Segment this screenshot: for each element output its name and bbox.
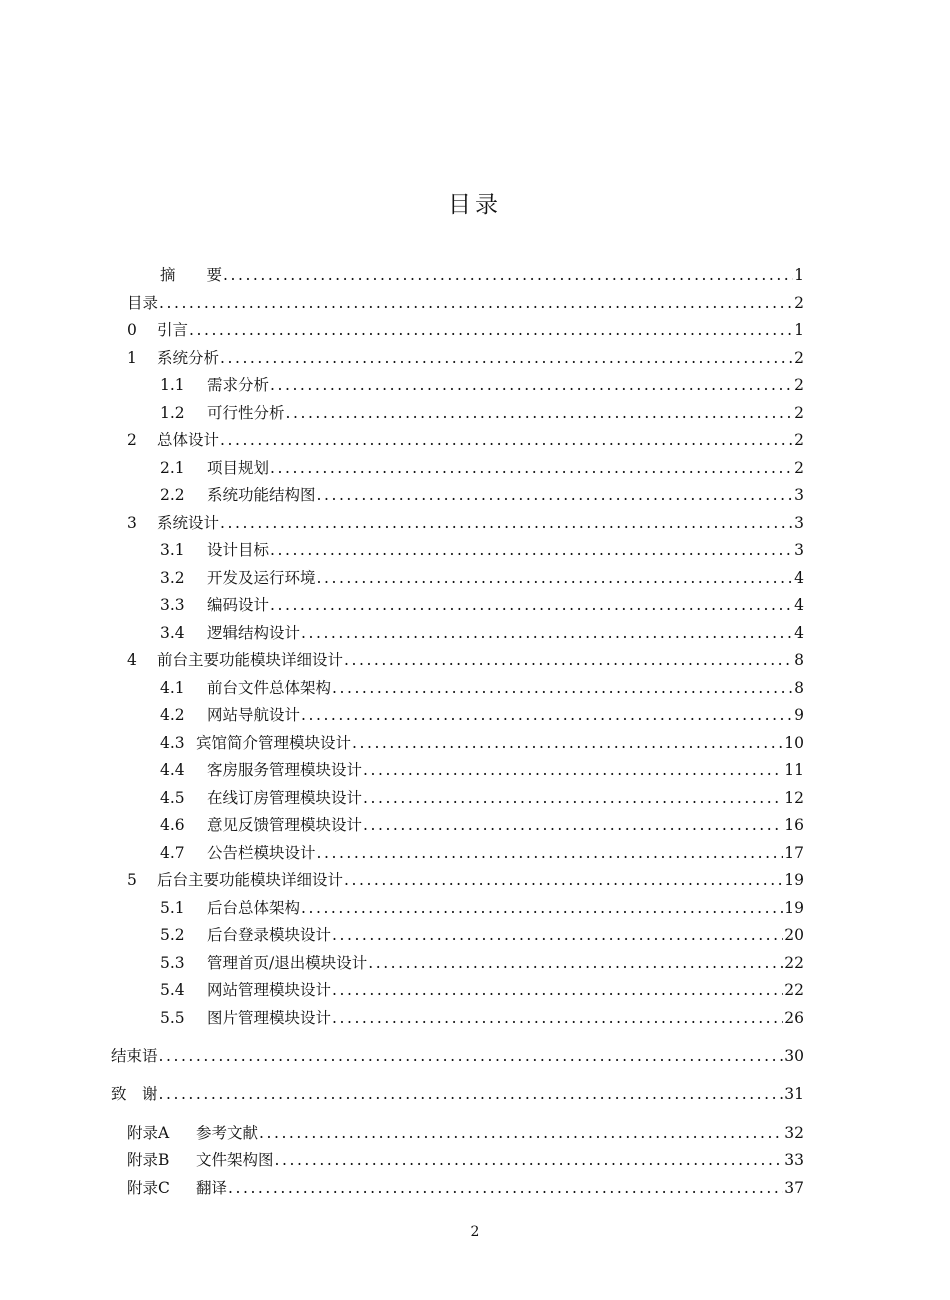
toc-entry-3-1 — [160, 539, 804, 561]
toc-entry-page: 33 — [784, 1151, 804, 1169]
toc-entry-number: 3.1 — [160, 541, 185, 559]
toc-entry-appendix-c — [127, 1177, 804, 1199]
toc-entry-appendix-b — [127, 1149, 804, 1171]
toc-entry-3 — [127, 512, 804, 534]
toc-entry-number: 附录B — [127, 1151, 170, 1169]
toc-entry-page: 17 — [784, 844, 804, 862]
toc-entry-number: 3.4 — [160, 624, 185, 642]
toc-entry-label: 摘 要 — [160, 266, 223, 284]
toc-entry-label: 开发及运行环境 — [207, 569, 316, 587]
toc-entry-abstract — [160, 264, 804, 286]
toc-entry-number: 3 — [127, 514, 137, 532]
toc-entry-label: 逻辑结构设计 — [207, 624, 301, 642]
toc-entry-label: 后台总体架构 — [207, 899, 301, 917]
toc-entry-label: 参考文献 — [196, 1124, 259, 1142]
toc-entry-number: 1.2 — [160, 404, 185, 422]
toc-entry-4 — [127, 649, 804, 671]
toc-entry-contents — [127, 292, 804, 314]
toc-entry-page: 16 — [784, 816, 804, 834]
toc-entry-page: 1 — [794, 266, 804, 284]
toc-entry-page: 20 — [784, 926, 804, 944]
toc-entry-number: 2.1 — [160, 459, 185, 477]
toc-entry-number: 4.6 — [160, 816, 185, 834]
toc-entry-label: 前台文件总体架构 — [207, 679, 332, 697]
toc-entry-page: 37 — [784, 1179, 804, 1197]
toc-entry-number: 4.1 — [160, 679, 185, 697]
toc-entry-page: 10 — [784, 734, 804, 752]
toc-entry-page: 11 — [784, 761, 804, 779]
toc-entry-page: 8 — [794, 651, 804, 669]
toc-entry-page: 30 — [784, 1047, 804, 1065]
toc-entry-intro — [127, 319, 804, 341]
toc-entry-number: 4.2 — [160, 706, 185, 724]
toc-entry-number: 附录C — [127, 1179, 170, 1197]
toc-entry-3-3 — [160, 594, 804, 616]
toc-entry-number: 4.4 — [160, 761, 185, 779]
toc-entry-label: 图片管理模块设计 — [207, 1009, 332, 1027]
toc-entry-label: 可行性分析 — [207, 404, 285, 422]
toc-entry-4-6 — [160, 814, 804, 836]
toc-entry-label: 在线订房管理模块设计 — [207, 789, 363, 807]
toc-entry-number: 3.3 — [160, 596, 185, 614]
toc-entry-label: 翻译 — [196, 1179, 228, 1197]
toc-entry-1-2 — [160, 402, 804, 424]
toc-entry-label: 致 谢 — [111, 1085, 158, 1103]
toc-entry-5-5 — [160, 1007, 804, 1029]
toc-entry-number: 2 — [127, 431, 137, 449]
toc-entry-number: 3.2 — [160, 569, 185, 587]
toc-entry-page: 32 — [784, 1124, 804, 1142]
toc-entry-number: 附录A — [127, 1124, 170, 1142]
toc-entry-5-1 — [160, 897, 804, 919]
toc-entry-label: 客房服务管理模块设计 — [207, 761, 363, 779]
toc-entry-page: 4 — [794, 624, 804, 642]
toc-entry-acknowledgement — [111, 1083, 804, 1105]
toc-entry-label: 管理首页/退出模块设计 — [207, 954, 368, 972]
toc-entry-label: 目录 — [127, 294, 159, 312]
toc-entry-label: 意见反馈管理模块设计 — [207, 816, 363, 834]
toc-entry-5-4 — [160, 979, 804, 1001]
toc-entry-page: 31 — [784, 1085, 804, 1103]
toc-entry-number: 4.7 — [160, 844, 185, 862]
toc-entry-label: 文件架构图 — [196, 1151, 274, 1169]
toc-entry-5 — [127, 869, 804, 891]
toc-entry-2-1 — [160, 457, 804, 479]
toc-entry-4-1 — [160, 677, 804, 699]
toc-entry-page: 22 — [784, 954, 804, 972]
toc-entry-label: 网站管理模块设计 — [207, 981, 332, 999]
toc-entry-page: 2 — [794, 404, 804, 422]
toc-entry-label: 后台主要功能模块详细设计 — [157, 871, 344, 889]
toc-entry-label: 前台主要功能模块详细设计 — [157, 651, 344, 669]
toc-entry-page: 2 — [794, 376, 804, 394]
toc-entry-page: 12 — [784, 789, 804, 807]
toc-entry-number: 5.5 — [160, 1009, 185, 1027]
toc-entry-page: 19 — [784, 871, 804, 889]
toc-entry-page: 8 — [794, 679, 804, 697]
toc-entry-page: 1 — [794, 321, 804, 339]
toc-entry-label: 网站导航设计 — [207, 706, 301, 724]
toc-entry-number: 4 — [127, 651, 137, 669]
toc-entry-page: 4 — [794, 596, 804, 614]
toc-entry-page: 4 — [794, 569, 804, 587]
toc-entry-2-2 — [160, 484, 804, 506]
toc-entry-label: 编码设计 — [207, 596, 270, 614]
toc-entry-1-1 — [160, 374, 804, 396]
toc-entry-4-3 — [160, 732, 804, 754]
toc-entry-page: 2 — [794, 349, 804, 367]
toc-entry-page: 22 — [784, 981, 804, 999]
toc-entry-number: 0 — [127, 321, 137, 339]
toc-entry-2 — [127, 429, 804, 451]
toc-entry-page: 3 — [794, 486, 804, 504]
toc-entry-label: 总体设计 — [157, 431, 220, 449]
toc-entry-label: 项目规划 — [207, 459, 270, 477]
toc-entry-label: 系统功能结构图 — [207, 486, 316, 504]
toc-entry-label: 公告栏模块设计 — [207, 844, 316, 862]
toc-entry-page: 19 — [784, 899, 804, 917]
toc-entry-appendix-a — [127, 1122, 804, 1144]
toc-entry-label: 宾馆简介管理模块设计 — [196, 734, 352, 752]
toc-entry-label: 系统分析 — [157, 349, 220, 367]
toc-entry-label: 需求分析 — [207, 376, 270, 394]
toc-entry-4-2 — [160, 704, 804, 726]
toc-entry-number: 4.5 — [160, 789, 185, 807]
toc-entry-3-4 — [160, 622, 804, 644]
toc-entry-label: 设计目标 — [207, 541, 270, 559]
toc-entry-number: 4.3 — [160, 734, 185, 752]
toc-entry-page: 2 — [794, 431, 804, 449]
toc-entry-4-5 — [160, 787, 804, 809]
toc-entry-number: 1 — [127, 349, 137, 367]
toc-entry-label: 后台登录模块设计 — [207, 926, 332, 944]
toc-entry-page: 3 — [794, 541, 804, 559]
toc-entry-5-3 — [160, 952, 804, 974]
toc-entry-number: 1.1 — [160, 376, 185, 394]
toc-entry-3-2 — [160, 567, 804, 589]
toc-entry-number: 2.2 — [160, 486, 185, 504]
toc-entry-page: 3 — [794, 514, 804, 532]
toc-entry-5-2 — [160, 924, 804, 946]
toc-entry-conclusion — [111, 1045, 804, 1067]
toc-entry-number: 5.3 — [160, 954, 185, 972]
toc-entry-4-4 — [160, 759, 804, 781]
toc-entry-label: 引言 — [157, 321, 189, 339]
toc-entry-page: 2 — [794, 294, 804, 312]
toc-entry-label: 结束语 — [111, 1047, 158, 1065]
toc-entry-label: 系统设计 — [157, 514, 220, 532]
toc-entry-page: 9 — [794, 706, 804, 724]
toc-entry-number: 5.1 — [160, 899, 185, 917]
page-number: 2 — [470, 1224, 480, 1240]
toc-entry-page: 2 — [794, 459, 804, 477]
toc-entry-page: 26 — [784, 1009, 804, 1027]
toc-entry-4-7 — [160, 842, 804, 864]
toc-entry-1 — [127, 347, 804, 369]
toc-entry-number: 5.2 — [160, 926, 185, 944]
page-title: 目录 — [448, 192, 502, 218]
toc-entry-number: 5 — [127, 871, 137, 889]
toc-entry-number: 5.4 — [160, 981, 185, 999]
